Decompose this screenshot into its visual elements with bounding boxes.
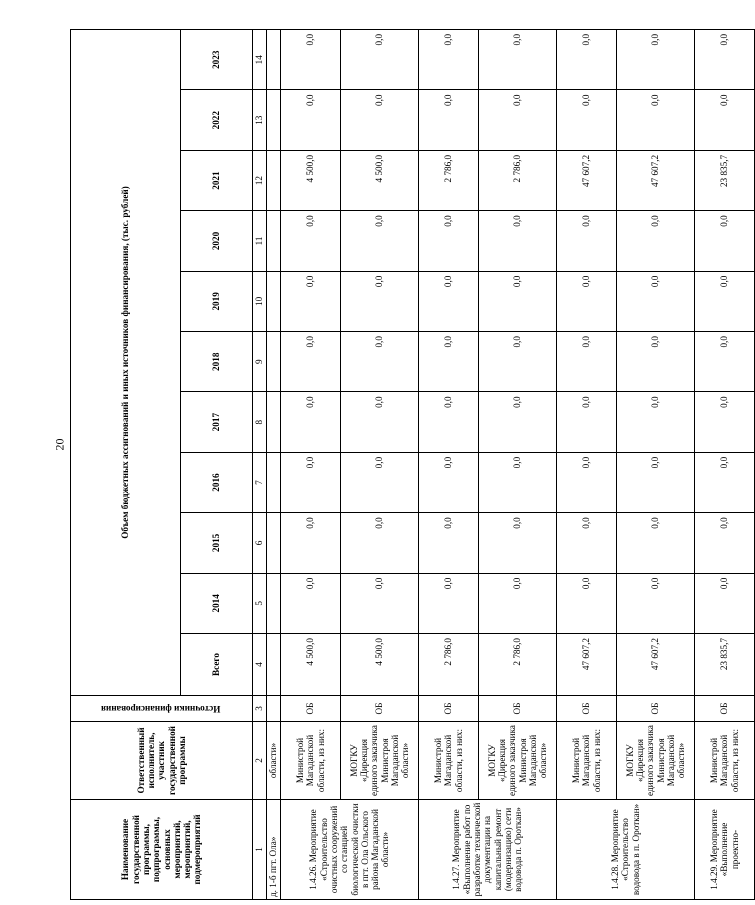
row-value: 0,0 <box>341 452 419 512</box>
row-value: 0,0 <box>419 332 479 392</box>
row-value: 0,0 <box>341 90 419 150</box>
row-total: 2 786,0 <box>419 634 479 696</box>
row-value: 0,0 <box>341 392 419 452</box>
row-value: 0,0 <box>281 332 341 392</box>
row-value: 0,0 <box>281 211 341 271</box>
row-executor: МОГКУ «Дирекция единого заказчика Министроя Магаданской области» <box>341 722 419 800</box>
row-value: 0,0 <box>617 271 695 331</box>
row-executor: Министрой Магаданской области, из них: <box>695 722 755 800</box>
header-year: 2017 <box>181 392 253 452</box>
row-source: ОБ <box>281 696 341 722</box>
column-number: 3 <box>253 696 267 722</box>
row-value: 0,0 <box>479 452 557 512</box>
column-number: 9 <box>253 332 267 392</box>
row-value: 0,0 <box>419 29 479 90</box>
header-year: 2020 <box>181 211 253 271</box>
row-value: 0,0 <box>341 332 419 392</box>
row-source: ОБ <box>557 696 617 722</box>
row-value: 0,0 <box>557 29 617 90</box>
column-number: 1 <box>253 800 267 900</box>
row-value: 0,0 <box>479 271 557 331</box>
table-row <box>267 29 281 899</box>
row-total: 2 786,0 <box>479 634 557 696</box>
row-value: 0,0 <box>281 573 341 633</box>
row-value: 47 607,2 <box>617 150 695 210</box>
table-row <box>557 29 617 899</box>
row-value: 0,0 <box>695 392 755 452</box>
row-value: 0,0 <box>695 332 755 392</box>
table-row <box>479 29 557 899</box>
header-source-text: Источники финансирования <box>100 703 221 714</box>
row-value: 0,0 <box>419 211 479 271</box>
row-value <box>267 90 281 150</box>
header-source <box>71 696 253 722</box>
header-year: 2022 <box>181 90 253 150</box>
row-value: 0,0 <box>557 332 617 392</box>
row-value: 0,0 <box>479 513 557 573</box>
column-number: 5 <box>253 573 267 633</box>
row-value: 0,0 <box>557 513 617 573</box>
column-number: 10 <box>253 271 267 331</box>
table-row <box>617 29 695 899</box>
row-value <box>267 452 281 512</box>
row-value: 0,0 <box>341 513 419 573</box>
row-total: 47 607,2 <box>617 634 695 696</box>
header-executor: Ответственный исполнитель, участник государственной программы <box>71 722 253 800</box>
row-value: 23 835,7 <box>695 150 755 210</box>
header-year: 2015 <box>181 513 253 573</box>
column-number: 4 <box>253 634 267 696</box>
row-value: 0,0 <box>557 271 617 331</box>
row-value: 0,0 <box>617 573 695 633</box>
row-value: 0,0 <box>617 332 695 392</box>
row-value: 0,0 <box>341 271 419 331</box>
column-number-row <box>253 29 267 899</box>
row-value <box>267 573 281 633</box>
row-total <box>267 634 281 696</box>
row-value: 0,0 <box>419 452 479 512</box>
header-year: 2018 <box>181 332 253 392</box>
row-source: ОБ <box>695 696 755 722</box>
row-value: 0,0 <box>557 211 617 271</box>
row-value: 4 500,0 <box>341 150 419 210</box>
row-value: 0,0 <box>341 29 419 90</box>
header-year: 2019 <box>181 271 253 331</box>
table-row <box>341 29 419 899</box>
row-value: 0,0 <box>341 211 419 271</box>
rotated-table-frame <box>70 20 740 900</box>
row-value: 0,0 <box>695 573 755 633</box>
row-value: 0,0 <box>419 573 479 633</box>
row-value <box>267 332 281 392</box>
row-value: 0,0 <box>695 90 755 150</box>
row-value: 0,0 <box>479 90 557 150</box>
row-executor: Министрой Магаданской области, из них: <box>281 722 341 800</box>
column-number: 8 <box>253 392 267 452</box>
row-value: 0,0 <box>479 573 557 633</box>
row-value: 0,0 <box>617 452 695 512</box>
row-name: 1.4.26. Мероприятие «Строительство очистных сооружений со станцией биологической очистки в пгт. Ола Ольского района Магаданской области» <box>281 800 419 900</box>
row-value: 0,0 <box>557 573 617 633</box>
header-year: 2021 <box>181 150 253 210</box>
row-value: 0,0 <box>617 392 695 452</box>
header-row-1 <box>71 29 181 899</box>
financing-table <box>70 29 755 900</box>
row-value <box>267 513 281 573</box>
row-value: 0,0 <box>479 332 557 392</box>
row-value: 4 500,0 <box>281 150 341 210</box>
row-name: 1.4.27. Мероприятие «Выполнение работ по разработке технической документации на капитальный ремонт (модернизацию) сети водовода п. Ороткан» <box>419 800 557 900</box>
table-row <box>695 29 755 899</box>
header-year: 2023 <box>181 29 253 90</box>
row-executor: МОГКУ «Дирекция единого заказчика Министроя Магаданской области» <box>617 722 695 800</box>
row-source <box>267 696 281 722</box>
column-number: 12 <box>253 150 267 210</box>
row-value: 0,0 <box>419 392 479 452</box>
row-value: 0,0 <box>695 513 755 573</box>
row-value: 0,0 <box>281 452 341 512</box>
row-value: 0,0 <box>695 211 755 271</box>
row-name: д. 1-б пгт. Ола» <box>267 800 281 900</box>
row-value: 0,0 <box>281 90 341 150</box>
row-value: 0,0 <box>557 392 617 452</box>
row-value <box>267 150 281 210</box>
row-value: 0,0 <box>695 452 755 512</box>
row-value: 0,0 <box>479 211 557 271</box>
row-total: 23 835,7 <box>695 634 755 696</box>
row-value: 0,0 <box>617 90 695 150</box>
row-value <box>267 29 281 90</box>
row-value: 0,0 <box>557 452 617 512</box>
row-executor: области» <box>267 722 281 800</box>
column-number: 11 <box>253 211 267 271</box>
header-total: Всего <box>181 634 253 696</box>
row-value: 0,0 <box>281 513 341 573</box>
row-total: 4 500,0 <box>341 634 419 696</box>
header-year: 2014 <box>181 573 253 633</box>
header-year: 2016 <box>181 452 253 512</box>
row-value: 0,0 <box>419 271 479 331</box>
rotated-table-inner <box>70 20 740 900</box>
row-value: 0,0 <box>419 513 479 573</box>
row-value: 0,0 <box>341 573 419 633</box>
row-value <box>267 392 281 452</box>
row-source: ОБ <box>479 696 557 722</box>
row-value: 0,0 <box>281 271 341 331</box>
row-value: 0,0 <box>617 29 695 90</box>
row-value <box>267 211 281 271</box>
row-value: 0,0 <box>557 90 617 150</box>
row-value: 0,0 <box>695 271 755 331</box>
row-value: 0,0 <box>479 392 557 452</box>
row-value: 2 786,0 <box>419 150 479 210</box>
row-source: ОБ <box>419 696 479 722</box>
page-number: 20 <box>52 438 67 451</box>
column-number: 14 <box>253 29 267 90</box>
column-number: 6 <box>253 513 267 573</box>
header-volume: Объем бюджетных ассигнований и иных источников финансирования, (тыс. рублей) <box>71 29 181 695</box>
row-total: 47 607,2 <box>557 634 617 696</box>
row-name: 1.4.28. Мероприятие «Строительство водовода в п. Ороткан» <box>557 800 695 900</box>
row-value: 0,0 <box>479 29 557 90</box>
column-number: 13 <box>253 90 267 150</box>
column-number: 7 <box>253 452 267 512</box>
row-source: ОБ <box>617 696 695 722</box>
row-value: 0,0 <box>617 211 695 271</box>
row-total: 4 500,0 <box>281 634 341 696</box>
row-value: 47 607,2 <box>557 150 617 210</box>
header-name: Наименование государственной программы, подпрограммы, основных мероприятий, мероприятий, подмероприятий <box>71 800 253 900</box>
row-value: 2 786,0 <box>479 150 557 210</box>
row-value: 0,0 <box>617 513 695 573</box>
row-name: 1.4.29. Мероприятие «Выполнение проектно- <box>695 800 755 900</box>
table-row <box>281 29 341 899</box>
row-value: 0,0 <box>419 90 479 150</box>
row-value: 0,0 <box>281 392 341 452</box>
row-source: ОБ <box>341 696 419 722</box>
row-executor: МОГКУ «Дирекция единого заказчика Министроя Магаданской области» <box>479 722 557 800</box>
row-executor: Министрой Магаданской области, из них: <box>419 722 479 800</box>
row-value: 0,0 <box>695 29 755 90</box>
row-value <box>267 271 281 331</box>
row-value: 0,0 <box>281 29 341 90</box>
column-number: 2 <box>253 722 267 800</box>
table-row <box>419 29 479 899</box>
row-executor: Министрой Магаданской области, из них: <box>557 722 617 800</box>
